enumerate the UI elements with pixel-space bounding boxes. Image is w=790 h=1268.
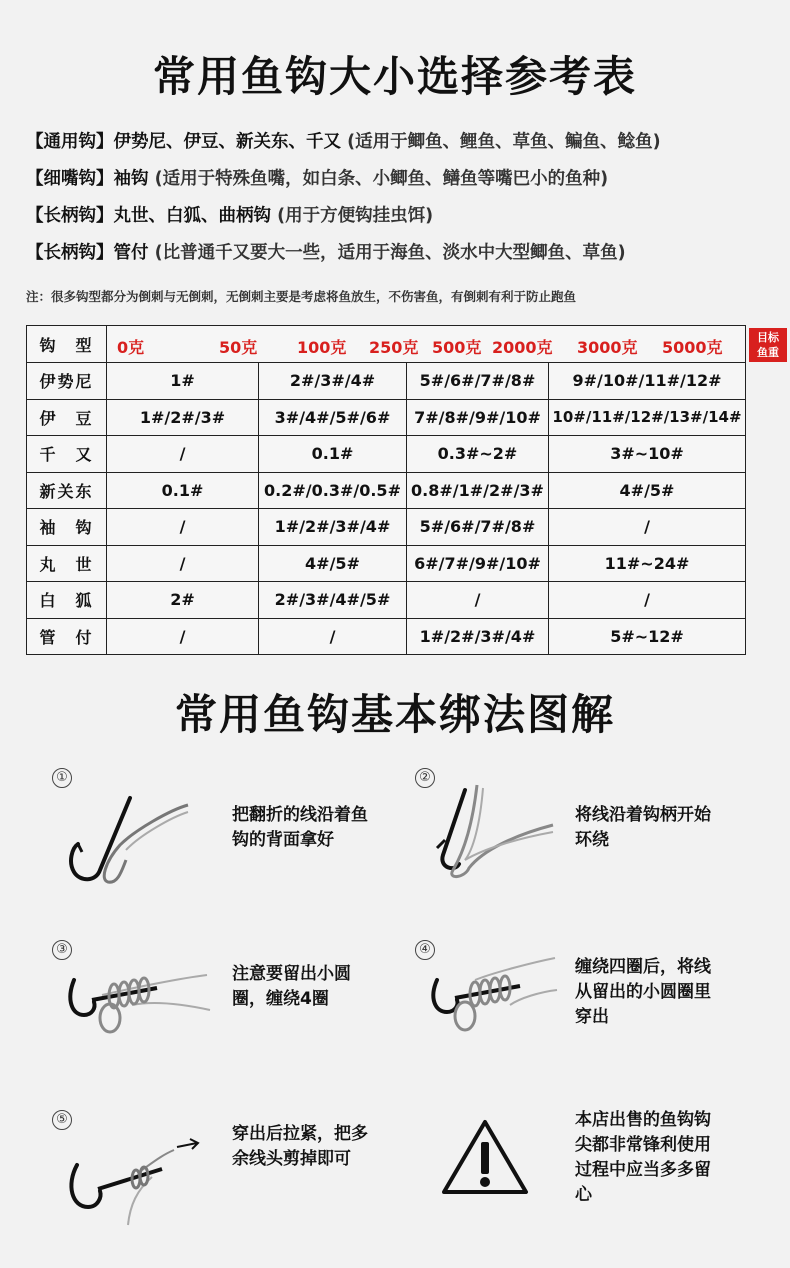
step-number: ②	[415, 768, 435, 788]
table-cell: 0.3#~2#	[407, 436, 549, 473]
hook-type-desc: (适用于特殊鱼嘴，如白条、小鲫鱼、鳝鱼等嘴巴小的鱼种)	[154, 169, 609, 189]
table-row	[27, 545, 746, 582]
table-row	[27, 472, 746, 509]
table-cell: 2#	[107, 582, 259, 619]
hook-size-table	[26, 325, 746, 655]
table-row	[27, 582, 746, 619]
table-cell: 0.8#/1#/2#/3#	[407, 472, 549, 509]
table-cell: 4#/5#	[259, 545, 407, 582]
hook-step4-illustration	[425, 950, 565, 1045]
row-hook-name: 丸 世	[27, 545, 107, 582]
table-cell: 3#/4#/5#/6#	[259, 399, 407, 436]
step-text: 穿出后拉紧，把多余线头剪掉即可	[232, 1124, 368, 1169]
barb-note: 注：很多钩型都分为倒刺与无倒刺，无倒刺主要是考虑将鱼放生，不伤害鱼，有倒刺有利于防止跑鱼	[26, 289, 577, 304]
table-header-row	[27, 326, 746, 363]
step-text: 将线沿着钩柄开始环绕	[575, 805, 711, 850]
weight-scale	[107, 326, 746, 363]
table-cell: 1#/2#/3#	[107, 399, 259, 436]
hook-step5-illustration	[62, 1135, 212, 1230]
row-hook-name: 新关东	[27, 472, 107, 509]
row-hook-name: 伊势尼	[27, 363, 107, 400]
step-text: 注意要留出小圆圈，缠绕4圈	[232, 964, 351, 1009]
table-cell: 1#/2#/3#/4#	[259, 509, 407, 546]
weight-label: 2000克	[492, 338, 553, 357]
weight-label: 50克	[219, 338, 258, 357]
step-number: ④	[415, 940, 435, 960]
table-row	[27, 618, 746, 655]
hook-step2-illustration	[425, 780, 565, 890]
hook-type-desc: (用于方便钩挂虫饵)	[277, 206, 434, 226]
hook-step1-illustration	[60, 790, 210, 890]
hook-type-names: 袖钩	[113, 169, 149, 189]
table-cell: 3#~10#	[549, 436, 746, 473]
hook-type-item	[26, 204, 766, 241]
section-title-binding: 常用鱼钩基本绑法图解	[174, 690, 615, 739]
table-cell: 5#/6#/7#/8#	[407, 363, 549, 400]
badge-text: 目标 鱼重	[757, 331, 779, 359]
weight-label: 500克	[432, 338, 482, 357]
table-cell: /	[107, 509, 259, 546]
table-cell: 2#/3#/4#	[259, 363, 407, 400]
step-number: ①	[52, 768, 72, 788]
step-text: 缠绕四圈后，将线从留出的小圆圈里穿出	[575, 957, 711, 1027]
table-cell: 9#/10#/11#/12#	[549, 363, 746, 400]
table-cell: 0.1#	[259, 436, 407, 473]
table-cell: 5#/6#/7#/8#	[407, 509, 549, 546]
table-cell: 0.1#	[107, 472, 259, 509]
table-row	[27, 436, 746, 473]
table-cell: 4#/5#	[549, 472, 746, 509]
step-text: 把翻折的线沿着鱼钩的背面拿好	[232, 805, 368, 850]
hook-type-tag: 【通用钩】	[26, 132, 114, 152]
table-row	[27, 399, 746, 436]
table-row	[27, 363, 746, 400]
row-hook-name: 千 又	[27, 436, 107, 473]
step-number: ⑤	[52, 1110, 72, 1130]
table-cell: /	[107, 545, 259, 582]
table-cell: /	[407, 582, 549, 619]
hook-type-tag: 【长柄钩】	[26, 243, 114, 263]
page-title: 常用鱼钩大小选择参考表	[152, 52, 637, 101]
hook-type-tag: 【长柄钩】	[26, 206, 114, 226]
hook-type-desc: (适用于鲫鱼、鲤鱼、草鱼、鳊鱼、鲶鱼)	[347, 132, 661, 152]
table-cell: /	[549, 509, 746, 546]
hook-step3-illustration	[62, 960, 212, 1050]
table-cell: 7#/8#/9#/10#	[407, 399, 549, 436]
warning-icon	[440, 1118, 530, 1196]
target-weight-badge	[749, 328, 787, 362]
table-header-label: 钩 型	[27, 326, 107, 363]
row-hook-name: 伊 豆	[27, 399, 107, 436]
table-cell: 11#~24#	[549, 545, 746, 582]
table-cell: /	[107, 436, 259, 473]
table-cell: 5#~12#	[549, 618, 746, 655]
weight-label: 3000克	[577, 338, 638, 357]
hook-type-tag: 【细嘴钩】	[26, 169, 114, 189]
table-cell: /	[107, 618, 259, 655]
hook-type-desc: (比普通千又要大一些，适用于海鱼、淡水中大型鲫鱼、草鱼)	[154, 243, 626, 263]
hook-type-names: 丸世、白狐、曲柄钩	[113, 206, 271, 226]
hook-type-item	[26, 241, 766, 278]
table-cell: 10#/11#/12#/13#/14#	[549, 399, 746, 436]
hook-type-names: 伊势尼、伊豆、新关东、千又	[113, 132, 341, 152]
table-cell: 0.2#/0.3#/0.5#	[259, 472, 407, 509]
step-number: ③	[52, 940, 72, 960]
table-cell: 1#	[107, 363, 259, 400]
weight-label: 250克	[369, 338, 419, 357]
hook-type-item	[26, 167, 766, 204]
table-cell: /	[259, 618, 407, 655]
weight-label: 0克	[117, 338, 145, 357]
warning-text: 本店出售的鱼钩钩尖都非常锋利使用过程中应当多多留心	[575, 1110, 711, 1205]
table-cell: /	[549, 582, 746, 619]
hook-type-names: 管付	[113, 243, 149, 263]
weight-label: 100克	[297, 338, 347, 357]
row-hook-name: 袖 钩	[27, 509, 107, 546]
table-row	[27, 509, 746, 546]
table-cell: 6#/7#/9#/10#	[407, 545, 549, 582]
hook-type-item	[26, 130, 766, 167]
weight-label: 5000克	[662, 338, 723, 357]
row-hook-name: 管 付	[27, 618, 107, 655]
table-cell: 1#/2#/3#/4#	[407, 618, 549, 655]
row-hook-name: 白 狐	[27, 582, 107, 619]
hook-type-list	[26, 130, 766, 278]
table-cell: 2#/3#/4#/5#	[259, 582, 407, 619]
